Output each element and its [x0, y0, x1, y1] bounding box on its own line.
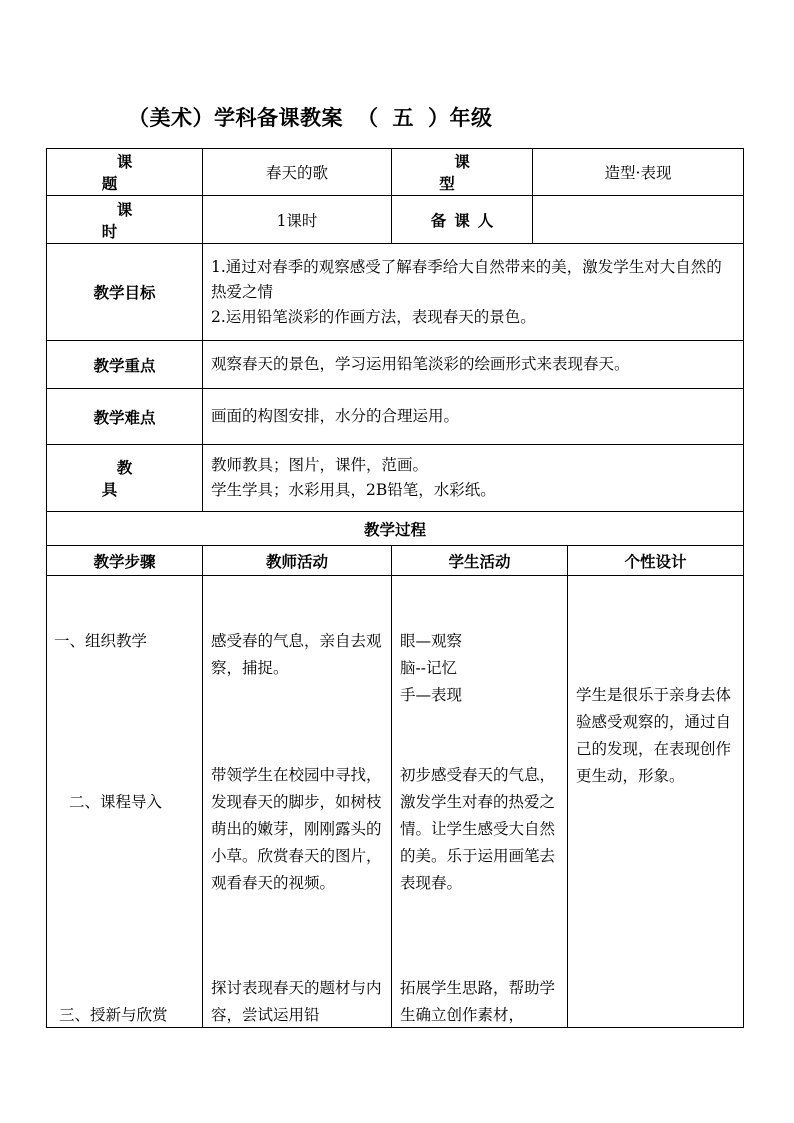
student-activity-1	[400, 628, 561, 709]
steps-column	[47, 576, 203, 1028]
student-column	[392, 576, 568, 1028]
type-label: 课 型	[392, 149, 533, 196]
preparer-value	[533, 196, 744, 244]
student-hand: 手—表现	[400, 686, 463, 704]
design-note: 学生是很乐于亲身去体验感受观察的，通过自己的发现，在表现创作更生动，形象。	[576, 686, 732, 785]
topic-value: 春天的歌	[203, 149, 392, 196]
row-hours	[47, 196, 744, 244]
topic-label: 课 题	[47, 149, 203, 196]
student-activity-2: 初步感受春天的气息，激发学生对春的热爱之情。让学生感受大自然的美。乐于运用画笔去表现春。	[400, 766, 556, 892]
header-teacher: 教师活动	[203, 546, 392, 576]
step-2: 二、课程导入	[69, 793, 163, 811]
goals-content	[203, 244, 744, 341]
student-brain: 脑--记忆	[400, 659, 457, 677]
row-topic	[47, 149, 744, 196]
step-3: 三、授新与欣赏	[59, 1006, 168, 1024]
title-grade-close: ）年级	[428, 105, 493, 130]
goals-line-2: 2.运用铅笔淡彩的作画方法，表现春天的景色。	[211, 307, 536, 326]
lesson-plan-table	[46, 148, 744, 1028]
title-grade: 五	[392, 105, 414, 130]
tools-student: 学生学具；水彩用具，2B铅笔，水彩纸。	[211, 481, 496, 499]
header-design: 个性设计	[568, 546, 744, 576]
title-grade-open: （	[357, 105, 379, 130]
row-process-body	[47, 576, 744, 1028]
row-goals	[47, 244, 744, 341]
title-subject: （美术）学科备课教案	[128, 105, 343, 130]
tools-teacher: 教师教具；图片，课件，范画。	[211, 456, 429, 474]
teacher-activity-3: 探讨表现春天的题材与内容，尝试运用铅	[211, 979, 382, 1024]
header-steps: 教学步骤	[47, 546, 203, 576]
step-1: 一、组织教学	[54, 632, 148, 650]
preparer-label: 备课人	[392, 196, 533, 244]
teacher-activity-2: 带领学生在校园中寻找，发现春天的脚步，如树枝萌出的嫩芽，刚刚露头的小草。欣赏春天的图片，观看春天的视频。	[211, 766, 382, 892]
student-activity-3: 拓展学生思路，帮助学生确立创作素材，	[400, 979, 556, 1024]
row-difficulty	[47, 389, 744, 445]
row-process-title	[47, 512, 744, 546]
row-process-headers	[47, 546, 744, 576]
row-tools	[47, 445, 744, 512]
goals-line-1: 1.通过对春季的观察感受了解春季给大自然带来的美，激发学生对大自然的热爱之情	[211, 257, 722, 301]
tools-content	[203, 445, 744, 512]
focus-value: 观察春天的景色，学习运用铅笔淡彩的绘画形式来表现春天。	[203, 341, 744, 389]
student-eye: 眼—观察	[400, 632, 463, 650]
hours-label: 课 时	[47, 196, 203, 244]
tools-label: 教 具	[47, 445, 203, 512]
header-student: 学生活动	[392, 546, 568, 576]
hours-value: 1课时	[203, 196, 392, 244]
document-title	[128, 102, 493, 132]
type-value: 造型·表现	[533, 149, 744, 196]
difficulty-label: 教学难点	[47, 389, 203, 445]
row-focus	[47, 341, 744, 389]
focus-label: 教学重点	[47, 341, 203, 389]
process-title: 教学过程	[47, 512, 744, 546]
design-column	[568, 576, 744, 1028]
teacher-column	[203, 576, 392, 1028]
goals-label: 教学目标	[47, 244, 203, 341]
teacher-activity-1: 感受春的气息，亲自去观察，捕捉。	[211, 632, 382, 677]
difficulty-value: 画面的构图安排，水分的合理运用。	[203, 389, 744, 445]
